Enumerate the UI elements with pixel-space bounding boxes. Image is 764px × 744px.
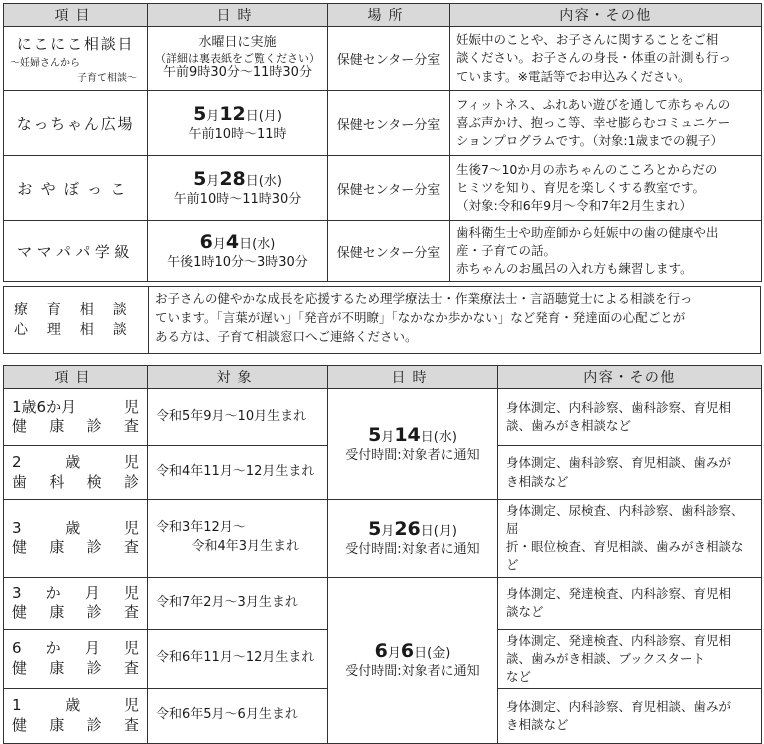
reception-note: 受付時間:対象者に通知 xyxy=(345,447,480,463)
checkup-desc xyxy=(498,688,762,743)
checkup-desc xyxy=(498,389,762,446)
date-day: 26 xyxy=(394,518,421,541)
desc-line: フィットネス、ふれあい遊びを通して赤ちゃんの xyxy=(456,96,731,112)
date-month: 6 xyxy=(374,640,388,663)
desc-line: 妊娠中のことや、お子さんに関することをご相 xyxy=(456,32,719,48)
date-weekday: (月) xyxy=(258,109,282,124)
checkup-name xyxy=(4,500,148,578)
desc-line: 生後7～10か月の赤ちゃんのこころとからだの xyxy=(456,161,718,177)
date-month-unit: 月 xyxy=(387,646,401,662)
desc-line: ています。※電話等でお申込みください。 xyxy=(456,68,691,84)
name-part: 査 xyxy=(123,417,139,435)
desc-line: 歯科衛生士や助産師から妊娠中の歯の健康や出 xyxy=(456,224,719,240)
date-month-unit: 月 xyxy=(212,237,226,252)
name-part: 診 xyxy=(86,603,102,621)
desc-line: 身体測定、発達検査、内科診察、育児相 xyxy=(506,585,732,601)
date-weekday: (水) xyxy=(252,237,276,252)
checkup-target: 令和6年11月～12月生まれ xyxy=(148,629,328,688)
name-part: 健 xyxy=(12,603,28,621)
name-part: 科 xyxy=(49,472,65,491)
row-name: なっちゃん広場 xyxy=(4,91,148,156)
name-part: 3 xyxy=(12,583,22,602)
name-part: か xyxy=(45,583,61,602)
row-date xyxy=(148,91,328,156)
table-row xyxy=(4,27,762,91)
date-day: 4 xyxy=(225,231,240,253)
row-place: 保健センター分室 xyxy=(328,27,450,91)
reception-note: 受付時間:対象者に通知 xyxy=(345,542,480,557)
checkup-date xyxy=(328,389,498,500)
desc-line: 身体測定、内科診察、歯科診察、育児相 xyxy=(506,399,732,415)
name-part: 2 xyxy=(12,453,22,471)
date-day: 14 xyxy=(394,424,421,446)
date-month-unit: 月 xyxy=(381,524,395,540)
desc-line: ションプログラムです。（対象:1歳までの親子） xyxy=(456,133,724,149)
date-month-unit: 月 xyxy=(206,174,220,189)
date-line1: 水曜日に実施 xyxy=(198,35,277,51)
name-part: 康 xyxy=(49,603,65,621)
name-part: 査 xyxy=(123,603,139,621)
name-part: 1歳6か月 xyxy=(12,397,77,416)
consultation-text xyxy=(149,287,760,353)
row-name-main: にこにこ相談日 xyxy=(16,35,135,53)
row-name xyxy=(4,27,148,91)
consultation-text-line: お子さんの健やかな成長を応援するため理学療法士・作業療法士・言語聴覚士による相談を行っ xyxy=(155,291,693,306)
checkup-desc xyxy=(498,500,762,578)
target-line2: 令和4年3月生まれ xyxy=(191,539,299,555)
checkup-target: 令和5年9月～10月生まれ xyxy=(148,389,328,446)
desc-line: 談ください。お子さんの身長・体重の計測も行っ xyxy=(456,50,732,66)
name-part: 健 xyxy=(12,658,28,677)
checkup-target: 令和4年11月～12月生まれ xyxy=(148,446,328,500)
name-part: 歳 xyxy=(65,453,81,471)
date-weekday: (金) xyxy=(427,646,451,662)
col-header-place: 場所 xyxy=(328,4,450,27)
checkup-date xyxy=(328,577,498,743)
desc-line: （対象:令和6年9月～令和7年2月生まれ） xyxy=(456,198,693,214)
date-day-unit: 日 xyxy=(245,109,259,124)
consultation-title xyxy=(4,287,149,353)
name-part: 康 xyxy=(49,538,65,557)
date-day: 6 xyxy=(400,640,415,663)
name-part: 康 xyxy=(49,658,65,677)
consultation-title-line2: 心理相談 xyxy=(14,322,146,338)
name-part: 査 xyxy=(123,658,139,677)
date-weekday: (月) xyxy=(433,524,457,540)
desc-line: ヒミツを知り、育児を楽しくする教室です。 xyxy=(456,179,706,195)
desc-line: き相談など xyxy=(506,716,569,732)
name-part: 1 xyxy=(12,696,22,715)
desc-line: 身体測定、尿検査、内科診察、歯科診察、屈 xyxy=(506,503,744,537)
name-part: 診 xyxy=(86,658,102,677)
desc-line: 談、歯みがき相談など xyxy=(506,418,632,433)
date-line2: （詳細は裏表紙をご覧ください） xyxy=(155,51,320,65)
desc-line: 身体測定、歯科診察、育児相談、歯みが xyxy=(506,455,732,471)
consultation-text-line: ています。「言葉が遅い」「発音が不明瞭」「なかなか歩かない」など発育・発達面の心配ごとが xyxy=(155,309,686,325)
row-place: 保健センター分室 xyxy=(328,91,450,156)
checkup-name xyxy=(4,629,148,688)
row-place: 保健センター分室 xyxy=(328,156,450,221)
checkup-desc xyxy=(498,446,762,500)
desc-line: 喜ぶ声かけ、抱っこ等、幸せ膨らむコミュニケー xyxy=(456,114,731,130)
desc-line: 身体測定、内科診察、育児相談、歯みが xyxy=(506,698,732,714)
date-time: 午前10時～11時 xyxy=(188,126,287,142)
desc-line: 産・子育ての話。 xyxy=(456,242,557,258)
name-part: 診 xyxy=(86,417,102,435)
table-row xyxy=(4,221,762,282)
row-desc xyxy=(450,156,762,221)
consultation-text-line: ある方は、子育て相談窓口へご連絡ください。 xyxy=(155,328,418,344)
date-month: 6 xyxy=(199,231,213,253)
table-row xyxy=(4,500,762,578)
date-day: 12 xyxy=(219,103,246,125)
checkup-target: 令和6年5月～6月生まれ xyxy=(148,688,328,743)
col-header-target: 対象 xyxy=(148,366,328,389)
name-part: 児 xyxy=(123,397,139,416)
target-line1: 令和3年12月～ xyxy=(156,520,246,536)
date-month: 5 xyxy=(193,168,207,190)
date-day-unit: 日 xyxy=(420,524,434,540)
checkup-target xyxy=(148,500,328,578)
date-month-unit: 月 xyxy=(206,109,220,124)
name-part: 健 xyxy=(12,417,28,435)
name-part: 3 xyxy=(12,518,22,537)
checkup-desc xyxy=(498,577,762,629)
checkup-name xyxy=(4,688,148,743)
date-time: 午後1時10分～3時30分 xyxy=(167,254,308,270)
col-header-datetime: 日時 xyxy=(148,4,328,27)
name-part: 康 xyxy=(49,715,65,734)
name-part: 児 xyxy=(123,639,139,658)
row-desc xyxy=(450,91,762,156)
name-part: 児 xyxy=(123,696,139,715)
name-part: 歯 xyxy=(12,472,28,491)
date-day-unit: 日 xyxy=(414,646,428,662)
name-part: か xyxy=(45,639,61,658)
checkup-name xyxy=(4,446,148,500)
date-day-unit: 日 xyxy=(420,430,434,445)
table-row xyxy=(4,91,762,156)
date-time: 午前10時～11時30分 xyxy=(173,191,302,207)
name-part: 康 xyxy=(49,417,65,435)
name-part: 歳 xyxy=(65,518,81,537)
col-header-item: 項目 xyxy=(4,4,148,27)
name-part: 児 xyxy=(123,583,139,602)
row-desc xyxy=(450,27,762,91)
col-header-content: 内容・その他 xyxy=(450,4,762,27)
name-part: 査 xyxy=(123,538,139,557)
name-part: 歳 xyxy=(65,696,81,715)
desc-line: 折・眼位検査、育児相談、歯みがき相談など xyxy=(506,539,744,573)
row-name-sub1: ～妊婦さんから xyxy=(10,58,80,69)
desc-line: 身体測定、発達検査、内科診察、育児相 xyxy=(506,632,732,648)
table-row xyxy=(4,156,762,221)
date-month-unit: 月 xyxy=(381,430,395,445)
checkup-name xyxy=(4,577,148,629)
name-part: 検 xyxy=(86,472,102,491)
date-weekday: (水) xyxy=(433,430,457,445)
development-consultation-box xyxy=(3,286,761,354)
name-part: 診 xyxy=(123,472,139,491)
reception-note: 受付時間:対象者に通知 xyxy=(345,663,480,679)
row-name: ママパパ学級 xyxy=(4,221,148,282)
desc-line: 赤ちゃんのお風呂の入れ方も練習します。 xyxy=(456,261,693,277)
checkup-desc xyxy=(498,629,762,688)
date-day-unit: 日 xyxy=(239,237,253,252)
table-row xyxy=(4,389,762,446)
table-header-row xyxy=(4,366,762,389)
name-part: 月 xyxy=(84,639,100,658)
row-desc xyxy=(450,221,762,282)
desc-line: き相談など xyxy=(506,473,569,489)
checkup-target: 令和7年2月～3月生まれ xyxy=(148,577,328,629)
date-weekday: (水) xyxy=(258,174,282,189)
consultation-title-line1: 療育相談 xyxy=(14,301,146,318)
name-part: 査 xyxy=(123,715,139,734)
health-checkup-table xyxy=(3,365,762,744)
col-header-content: 内容・その他 xyxy=(498,366,762,389)
name-part: 健 xyxy=(12,715,28,734)
date-month: 5 xyxy=(368,518,382,541)
date-day: 28 xyxy=(219,168,246,190)
row-date xyxy=(148,221,328,282)
name-part: 健 xyxy=(12,538,28,557)
table-header-row xyxy=(4,4,762,27)
row-place: 保健センター分室 xyxy=(328,221,450,282)
row-date xyxy=(148,27,328,91)
row-name-sub2: 子育て相談～ xyxy=(77,73,137,84)
name-part: 診 xyxy=(86,538,102,557)
desc-line: 談など xyxy=(506,604,544,619)
table-row xyxy=(4,577,762,629)
consultation-table xyxy=(3,3,762,282)
desc-line: など xyxy=(506,668,532,684)
date-line3: 午前9時30分～11時30分 xyxy=(163,65,312,81)
col-header-datetime: 日時 xyxy=(328,366,498,389)
col-header-item: 項目 xyxy=(4,366,148,389)
date-month: 5 xyxy=(193,103,207,125)
name-part: 6 xyxy=(12,639,22,658)
name-part: 児 xyxy=(123,453,139,471)
name-part: 児 xyxy=(123,518,139,537)
row-date xyxy=(148,156,328,221)
checkup-name xyxy=(4,389,148,446)
desc-line: 談、歯みがき相談、ブックスタート xyxy=(506,650,706,666)
date-month: 5 xyxy=(368,424,382,446)
name-part: 診 xyxy=(86,715,102,734)
name-part: 月 xyxy=(84,583,100,602)
row-name: おやぼっこ xyxy=(4,156,148,221)
checkup-date xyxy=(328,500,498,578)
date-day-unit: 日 xyxy=(245,174,259,189)
